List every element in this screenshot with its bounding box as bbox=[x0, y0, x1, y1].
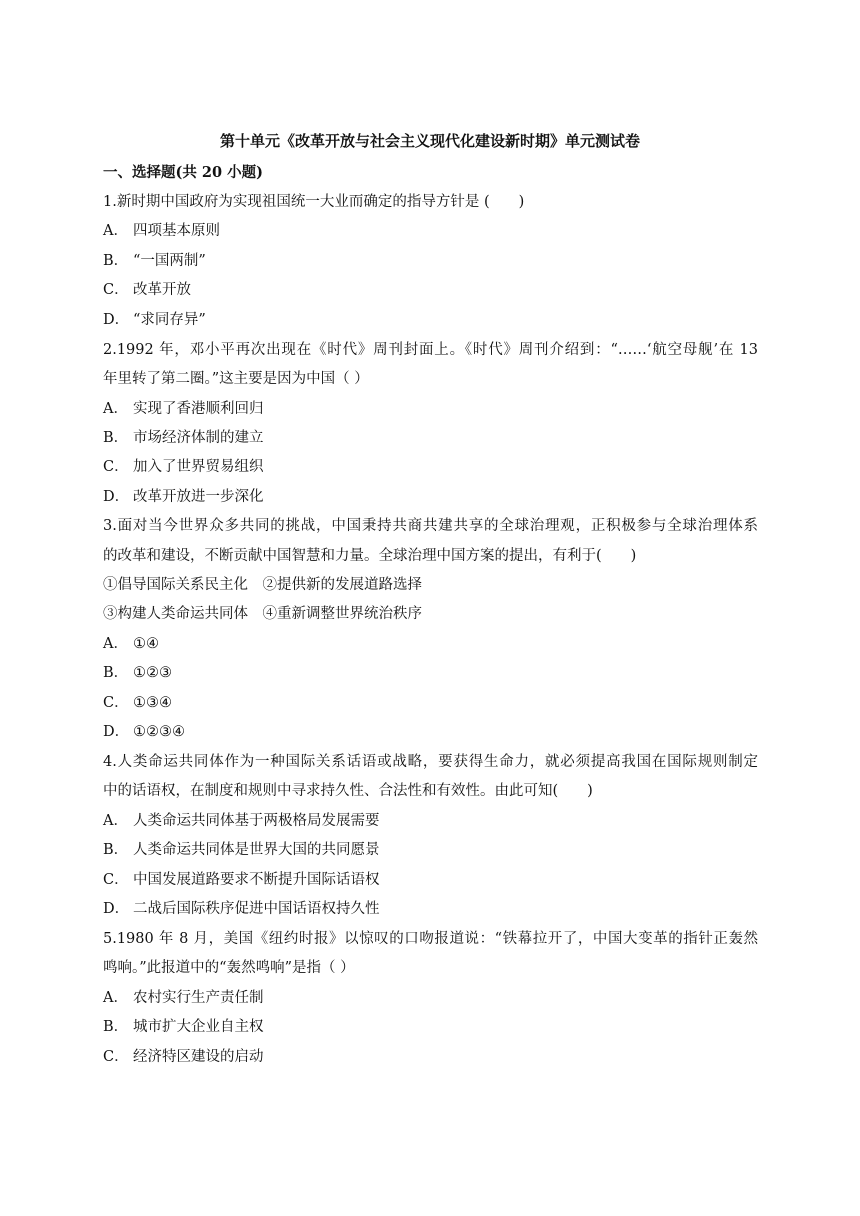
q3-option-d: D． ①②③④ bbox=[103, 724, 185, 740]
q5-option-b: B． 城市扩大企业自主权 bbox=[103, 1019, 264, 1035]
q5-option-c: C． 经济特区建设的启动 bbox=[103, 1049, 264, 1065]
q4-option-d: D． 二战后国际秩序促进中国话语权持久性 bbox=[103, 901, 380, 917]
q3-option-a: A． ①④ bbox=[103, 636, 159, 652]
question-5-stem-line2: 鸣响。”此报道中的“轰然鸣响”是指（ ） bbox=[103, 960, 355, 976]
question-4-stem-line1: 4.人类命运共同体作为一种国际关系话语或战略，要获得生命力，就必须提高我国在国际规则制定 bbox=[103, 754, 758, 770]
question-3-statements-1: ①倡导国际关系民主化 ②提供新的发展道路选择 bbox=[103, 577, 422, 593]
q4-option-c: C． 中国发展道路要求不断提升国际话语权 bbox=[103, 872, 380, 888]
q3-option-c: C． ①③④ bbox=[103, 695, 172, 711]
question-4-stem-line2: 中的话语权，在制度和规则中寻求持久性、合法性和有效性。由此可知( ) bbox=[103, 783, 593, 799]
question-5-stem-line1: 5.1980 年 8 月，美国《纽约时报》以惊叹的口吻报道说：“铁幕拉开了，中国大变革的指针正轰然 bbox=[103, 931, 758, 947]
question-3-stem-line2: 的改革和建设，不断贡献中国智慧和力量。全球治理中国方案的提出，有利于( ) bbox=[103, 548, 637, 564]
q1-option-c: C． 改革开放 bbox=[103, 282, 191, 298]
question-2-stem-line2: 年里转了第二圈。”这主要是因为中国（ ） bbox=[103, 371, 369, 387]
question-3-stem-line1: 3.面对当今世界众多共同的挑战，中国秉持共商共建共享的全球治理观，正积极参与全球治理体系 bbox=[103, 518, 758, 534]
q5-option-a: A． 农村实行生产责任制 bbox=[103, 990, 264, 1006]
question-2-stem-line1: 2.1992 年，邓小平再次出现在《时代》周刊封面上。《时代》周刊介绍到：“……‘航空母舰’在 13 bbox=[103, 342, 758, 358]
q1-option-d: D． “求同存异” bbox=[103, 312, 206, 328]
q2-option-b: B． 市场经济体制的建立 bbox=[103, 430, 264, 446]
q4-option-b: B． 人类命运共同体是世界大国的共同愿景 bbox=[103, 842, 380, 858]
page-title: 第十单元《改革开放与社会主义现代化建设新时期》单元测试卷 bbox=[219, 132, 640, 150]
q2-option-d: D． 改革开放进一步深化 bbox=[103, 489, 264, 505]
q1-option-b: B． “一国两制” bbox=[103, 253, 206, 269]
q4-option-a: A． 人类命运共同体基于两极格局发展需要 bbox=[103, 813, 380, 829]
section-heading: 一、选择题(共 20 小题) bbox=[103, 164, 263, 181]
q2-option-a: A． 实现了香港顺利回归 bbox=[103, 401, 264, 417]
q1-option-a: A． 四项基本原则 bbox=[103, 223, 220, 239]
q3-option-b: B． ①②③ bbox=[103, 665, 172, 681]
q2-option-c: C． 加入了世界贸易组织 bbox=[103, 459, 264, 475]
question-3-statements-2: ③构建人类命运共同体 ④重新调整世界统治秩序 bbox=[103, 606, 422, 622]
question-1-stem: 1.新时期中国政府为实现祖国统一大业而确定的指导方针是 ( ) bbox=[103, 194, 525, 210]
